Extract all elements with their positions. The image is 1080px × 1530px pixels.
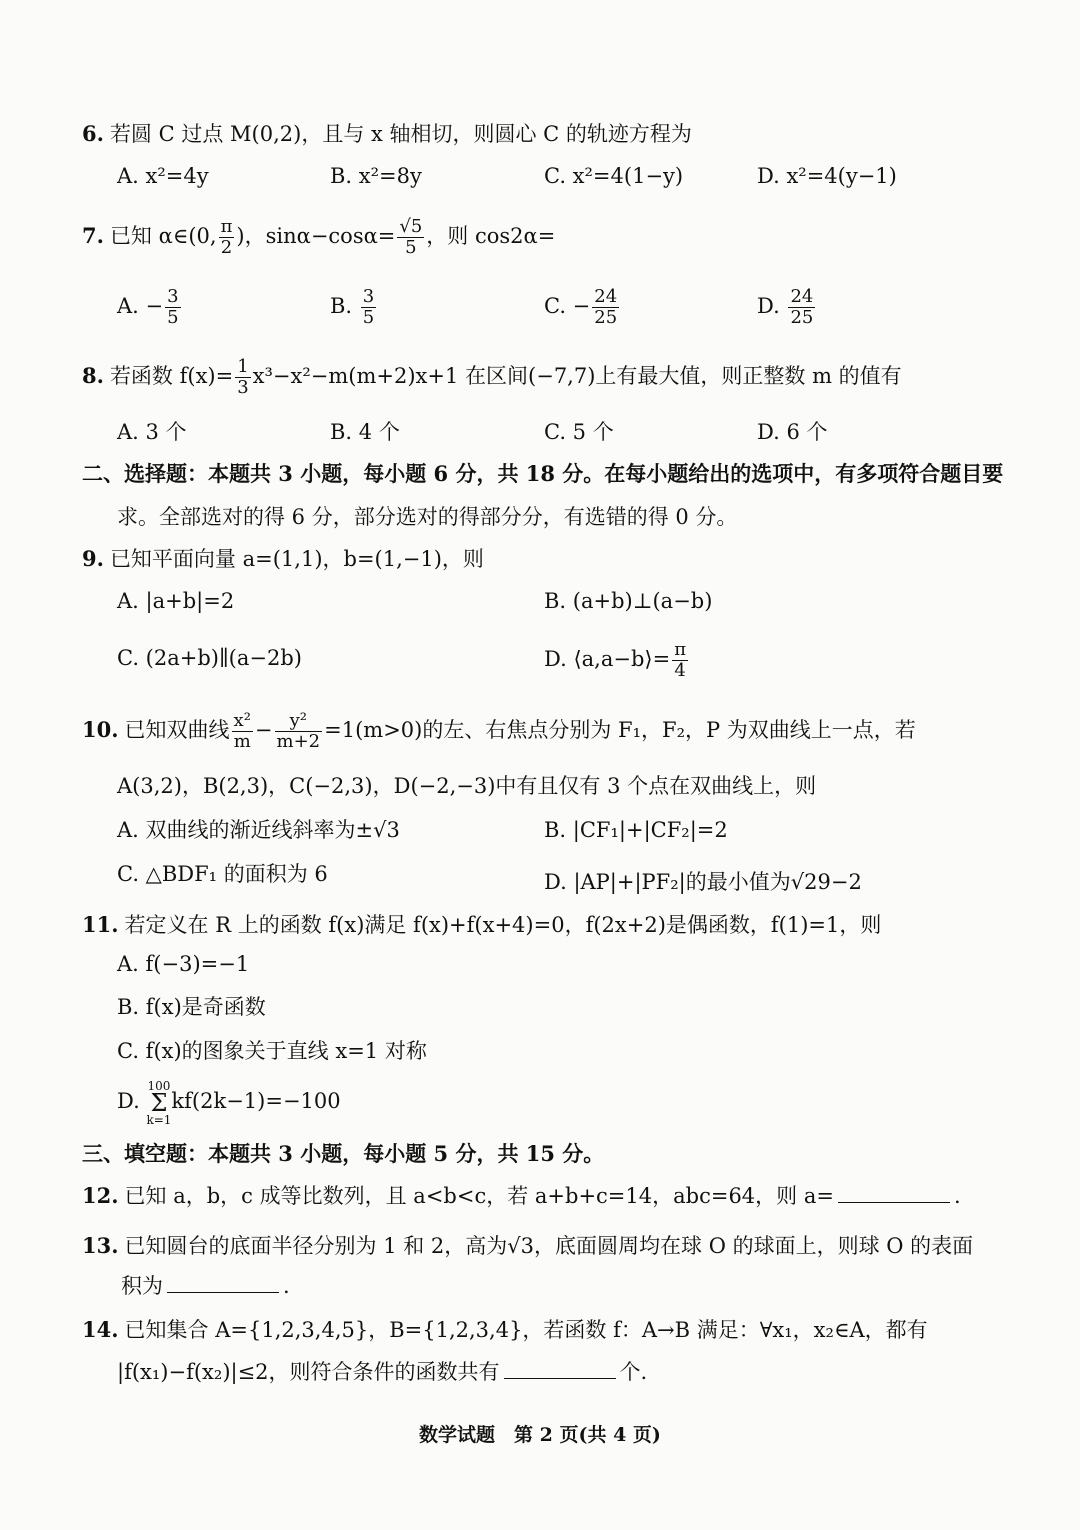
question-7-stem: 7. 已知 α∈(0, $\frac{\pi}{2}$ )，sinα−cosα= $\frac{√5}{5}$ ，则 cos2α= (82, 210, 555, 262)
q8-option-c: C. 5 个 (544, 420, 614, 444)
question-number: 8. (82, 363, 104, 388)
question-number: 11. (82, 912, 119, 937)
q11-option-c: C. f(x)的图象关于直线 x=1 对称 (117, 1039, 427, 1063)
question-text: 若定义在 R 上的函数 f(x)满足 f(x)+f(x+4)=0，f(2x+2)是偶函数，f(1)=1，则 (124, 913, 882, 937)
question-14-line-2: |f(x₁)−f(x₂)|≤2，则符合条件的函数共有 个. (117, 1360, 648, 1384)
section-2-instructions: 求。全部选对的得 6 分，部分选对的得部分分，有选错的得 0 分。 (117, 505, 738, 529)
page-footer: 数学试题 第 2 页(共 4 页) (419, 1424, 661, 1446)
q11-option-b: B. f(x)是奇函数 (117, 995, 266, 1019)
question-14-stem (82, 1316, 928, 1344)
q8-option-d: D. 6 个 (757, 420, 828, 444)
question-text: 若圆 C 过点 M(0,2)，且与 x 轴相切，则圆心 C 的轨迹方程为 (109, 122, 692, 146)
q7-option-c: C. − $\frac{24}{25}$ (544, 286, 618, 328)
q9-option-b: B. (a+b)⊥(a−b) (544, 589, 713, 613)
q11-option-d: D. 100 Σ k=1 kf(2k−1)=−100 (117, 1078, 341, 1127)
fraction-pi-over-2: $\frac{\pi}{2}$ (220, 216, 233, 258)
question-text: 已知平面向量 a=(1,1)，b=(1,−1)，则 (109, 547, 484, 571)
question-number: 7. (82, 223, 104, 248)
question-13-stem (82, 1232, 973, 1260)
q6-option-b: B. x²=8y (330, 164, 422, 188)
q10-option-a: A. 双曲线的渐近线斜率为±√3 (117, 818, 400, 842)
answer-blank[interactable] (504, 1358, 616, 1379)
question-13-line-2: 积为 . (121, 1274, 290, 1298)
section-3-heading: 三、填空题：本题共 3 小题，每小题 5 分，共 15 分。 (82, 1141, 605, 1166)
q11-option-a: A. f(−3)=−1 (117, 952, 250, 976)
question-text: 已知 a，b，c 成等比数列，且 a<b<c，若 a+b+c=14，abc=64，则 a= (124, 1184, 834, 1208)
q9-option-c: C. (2a+b)∥(a−2b) (117, 646, 302, 670)
q8-option-a: A. 3 个 (117, 420, 187, 444)
section-2-heading: 二、选择题：本题共 3 小题，每小题 6 分，共 18 分。在每小题给出的选项中，有多项符合题目要 (82, 461, 1004, 486)
question-number: 6. (82, 121, 104, 146)
question-number: 10. (82, 717, 119, 742)
question-12-stem: 12. 已知 a，b，c 成等比数列，且 a<b<c，若 a+b+c=14，abc=64，则 a= . (82, 1183, 961, 1208)
question-number: 12. (82, 1183, 119, 1208)
q7-option-b: B. $\frac{3}{5}$ (330, 286, 375, 328)
q9-option-d: D. ⟨a,a−b⟩= $\frac{\pi}{4}$ (544, 639, 687, 681)
q10-option-d: D. |AP|+|PF₂|的最小值为√29−2 (544, 870, 862, 894)
question-10-stem: 10. 已知双曲线 $\frac{\text{x²}}{m}$ − $\frac{\text{y²}}{m+2}$ =1(m>0)的左、右焦点分别为 F₁，F₂，P 为双曲线上一点，若 (82, 704, 916, 756)
summation-symbol: 100 Σ k=1 (146, 1078, 172, 1127)
q8-option-b: B. 4 个 (330, 420, 400, 444)
fraction-one-third: $\frac{1}{3}$ (237, 356, 249, 398)
q6-option-c: C. x²=4(1−y) (544, 164, 684, 188)
question-number: 14. (82, 1317, 119, 1342)
question-8-stem: 8. 若函数 f(x)= $\frac{1}{3}$ x³−x²−m(m+2)x+1 在区间(−7,7)上有最大值，则正整数 m 的值有 (82, 350, 902, 402)
question-text: 若函数 f(x)= (109, 364, 234, 388)
question-text: 已知圆台的底面半径分别为 1 和 2，高为√3，底面圆周均在球 O 的球面上，则球 O 的表面 (124, 1234, 974, 1258)
answer-blank[interactable] (838, 1182, 950, 1203)
question-11-stem (82, 911, 881, 939)
question-9-stem (82, 545, 484, 573)
q7-option-d: D. $\frac{24}{25}$ (757, 286, 814, 328)
question-text: 已知双曲线 (124, 718, 230, 742)
question-number: 9. (82, 546, 104, 571)
answer-blank[interactable] (167, 1272, 279, 1293)
question-text: 已知集合 A={1,2,3,4,5}，B={1,2,3,4}，若函数 f：A→B 满足：∀x₁，x₂∈A，都有 (124, 1318, 928, 1342)
q9-option-a: A. |a+b|=2 (117, 589, 235, 613)
question-number: 13. (82, 1233, 119, 1258)
q6-option-d: D. x²=4(y−1) (757, 164, 897, 188)
q10-option-c: C. △BDF₁ 的面积为 6 (117, 862, 328, 886)
question-6-stem (82, 120, 692, 148)
q7-option-a: A. − $\frac{3}{5}$ (117, 286, 179, 328)
q10-option-b: B. |CF₁|+|CF₂|=2 (544, 818, 728, 842)
question-10-line-2: A(3,2)，B(2,3)，C(−2,3)，D(−2,−3)中有且仅有 3 个点在双曲线上，则 (117, 774, 817, 798)
fraction-sqrt5-over-5: $\frac{√5}{5}$ (399, 216, 423, 258)
q6-option-a: A. x²=4y (117, 164, 209, 188)
question-text: 已知 α∈(0, (109, 224, 217, 248)
